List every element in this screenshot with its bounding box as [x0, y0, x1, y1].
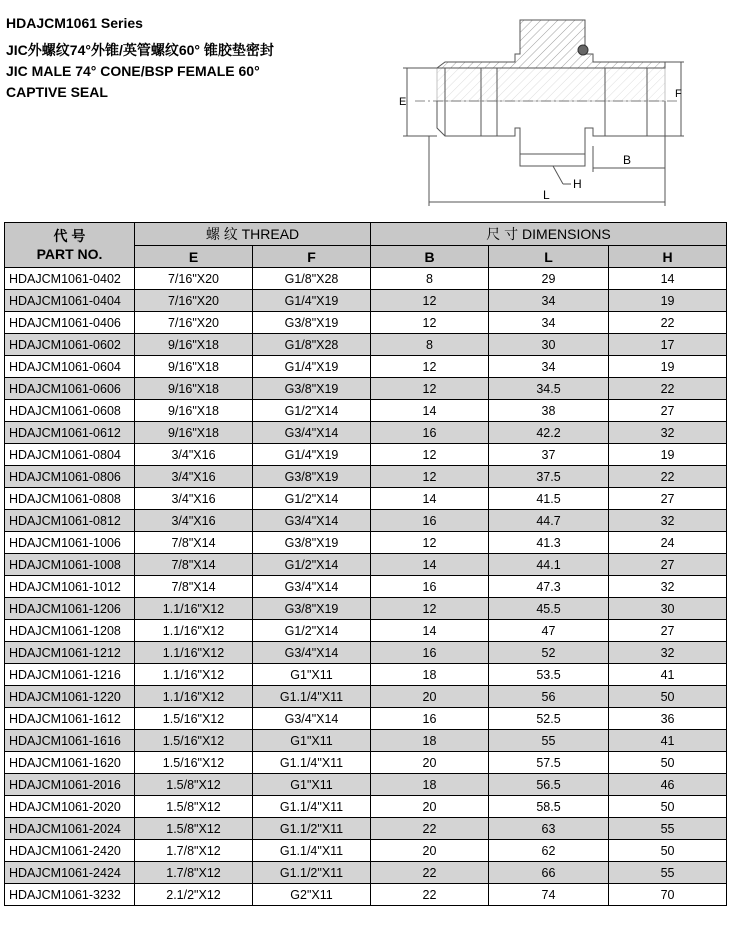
dim-l-cell: 53.5: [489, 664, 609, 686]
part-no-cell: HDAJCM1061-2420: [5, 840, 135, 862]
table-row: [5, 796, 727, 818]
table-row: [5, 862, 727, 884]
table-row: [5, 554, 727, 576]
thread-f-cell: G1.1/2"X11: [253, 818, 371, 840]
part-no-cell: HDAJCM1061-0608: [5, 400, 135, 422]
table-row: [5, 884, 727, 906]
dim-l-cell: 41.5: [489, 488, 609, 510]
part-no-cell: HDAJCM1061-0806: [5, 466, 135, 488]
thread-f-cell: G1/4"X19: [253, 356, 371, 378]
dim-h-cell: 55: [609, 818, 727, 840]
dim-h-cell: 70: [609, 884, 727, 906]
thread-e-cell: 3/4"X16: [135, 466, 253, 488]
dim-l-cell: 74: [489, 884, 609, 906]
part-no-cell: HDAJCM1061-3232: [5, 884, 135, 906]
part-no-cell: HDAJCM1061-1208: [5, 620, 135, 642]
table-row: [5, 532, 727, 554]
thread-e-cell: 1.1/16"X12: [135, 620, 253, 642]
dim-l-cell: 56.5: [489, 774, 609, 796]
dim-b-cell: 8: [371, 334, 489, 356]
thread-e-cell: 3/4"X16: [135, 444, 253, 466]
dim-h-cell: 19: [609, 444, 727, 466]
dim-h-cell: 32: [609, 422, 727, 444]
table-row: [5, 290, 727, 312]
thread-f-cell: G1/8"X28: [253, 334, 371, 356]
thread-e-cell: 9/16"X18: [135, 400, 253, 422]
dim-h-cell: 27: [609, 488, 727, 510]
column-header-l: L: [489, 246, 609, 268]
part-no-cell: HDAJCM1061-1616: [5, 730, 135, 752]
dim-b-cell: 20: [371, 796, 489, 818]
thread-f-cell: G3/4"X14: [253, 708, 371, 730]
part-no-cell: HDAJCM1061-1012: [5, 576, 135, 598]
dim-h-cell: 46: [609, 774, 727, 796]
dim-h-cell: 50: [609, 752, 727, 774]
table-row: [5, 312, 727, 334]
table-row: [5, 752, 727, 774]
dim-b-cell: 22: [371, 862, 489, 884]
dim-b-cell: 16: [371, 642, 489, 664]
dim-l-cell: 30: [489, 334, 609, 356]
dimensions-table: [4, 222, 727, 906]
thread-header: 螺 纹 THREAD: [135, 223, 371, 246]
dim-l-cell: 55: [489, 730, 609, 752]
dim-label-h: H: [573, 177, 582, 191]
thread-f-cell: G1/4"X19: [253, 290, 371, 312]
part-no-cell: HDAJCM1061-0602: [5, 334, 135, 356]
dim-b-cell: 14: [371, 620, 489, 642]
dim-label-b: B: [623, 153, 632, 167]
thread-e-cell: 1.5/8"X12: [135, 796, 253, 818]
table-row: [5, 708, 727, 730]
thread-e-cell: 1.5/8"X12: [135, 818, 253, 840]
dim-l-cell: 42.2: [489, 422, 609, 444]
thread-f-cell: G1.1/4"X11: [253, 796, 371, 818]
table-row: [5, 510, 727, 532]
dim-l-cell: 29: [489, 268, 609, 290]
part-no-cell: HDAJCM1061-1612: [5, 708, 135, 730]
dim-l-cell: 45.5: [489, 598, 609, 620]
dim-b-cell: 16: [371, 576, 489, 598]
part-no-cell: HDAJCM1061-0612: [5, 422, 135, 444]
fitting-technical-drawing: [385, 6, 685, 212]
thread-f-cell: G3/4"X14: [253, 422, 371, 444]
dim-l-cell: 38: [489, 400, 609, 422]
thread-f-cell: G1/2"X14: [253, 488, 371, 510]
dim-b-cell: 22: [371, 884, 489, 906]
thread-e-cell: 7/16"X20: [135, 268, 253, 290]
table-row: [5, 444, 727, 466]
dim-b-cell: 20: [371, 752, 489, 774]
dim-b-cell: 12: [371, 444, 489, 466]
dim-h-cell: 27: [609, 554, 727, 576]
thread-e-cell: 1.7/8"X12: [135, 840, 253, 862]
dim-b-cell: 12: [371, 290, 489, 312]
thread-f-cell: G1/2"X14: [253, 554, 371, 576]
table-row: [5, 818, 727, 840]
dim-label-l: L: [543, 188, 550, 202]
part-no-cell: HDAJCM1061-1216: [5, 664, 135, 686]
dim-b-cell: 12: [371, 378, 489, 400]
part-no-cell: HDAJCM1061-0404: [5, 290, 135, 312]
part-no-cell: HDAJCM1061-1212: [5, 642, 135, 664]
dim-l-cell: 41.3: [489, 532, 609, 554]
table-row: [5, 774, 727, 796]
dim-b-cell: 16: [371, 510, 489, 532]
table-row: [5, 422, 727, 444]
dim-b-cell: 14: [371, 400, 489, 422]
column-header-e: E: [135, 246, 253, 268]
dim-b-cell: 20: [371, 840, 489, 862]
thread-e-cell: 7/16"X20: [135, 290, 253, 312]
thread-e-cell: 1.5/8"X12: [135, 774, 253, 796]
thread-f-cell: G1.1/4"X11: [253, 686, 371, 708]
thread-e-cell: 1.5/16"X12: [135, 730, 253, 752]
part-no-cell: HDAJCM1061-2020: [5, 796, 135, 818]
thread-f-cell: G3/8"X19: [253, 598, 371, 620]
dimensions-header: 尺 寸 DIMENSIONS: [371, 223, 727, 246]
dim-l-cell: 37.5: [489, 466, 609, 488]
thread-e-cell: 9/16"X18: [135, 356, 253, 378]
column-header-f: F: [253, 246, 371, 268]
thread-e-cell: 7/8"X14: [135, 576, 253, 598]
partno-header-cn: 代 号: [53, 228, 86, 244]
thread-e-cell: 1.1/16"X12: [135, 642, 253, 664]
thread-f-cell: G1"X11: [253, 730, 371, 752]
part-no-cell: HDAJCM1061-0402: [5, 268, 135, 290]
thread-f-cell: G3/4"X14: [253, 510, 371, 532]
thread-e-cell: 1.1/16"X12: [135, 664, 253, 686]
dim-h-cell: 19: [609, 290, 727, 312]
thread-f-cell: G1.1/4"X11: [253, 840, 371, 862]
dim-h-cell: 22: [609, 466, 727, 488]
dim-h-cell: 32: [609, 510, 727, 532]
dim-h-cell: 19: [609, 356, 727, 378]
thread-f-cell: G1.1/2"X11: [253, 862, 371, 884]
thread-e-cell: 1.5/16"X12: [135, 708, 253, 730]
dim-b-cell: 18: [371, 774, 489, 796]
thread-e-cell: 3/4"X16: [135, 488, 253, 510]
dim-h-cell: 41: [609, 664, 727, 686]
part-no-cell: HDAJCM1061-0604: [5, 356, 135, 378]
column-header-b: B: [371, 246, 489, 268]
dim-b-cell: 12: [371, 598, 489, 620]
thread-f-cell: G3/8"X19: [253, 466, 371, 488]
dim-l-cell: 66: [489, 862, 609, 884]
thread-e-cell: 1.7/8"X12: [135, 862, 253, 884]
part-no-cell: HDAJCM1061-0804: [5, 444, 135, 466]
thread-f-cell: G3/8"X19: [253, 378, 371, 400]
title-chinese: JIC外螺纹74°外锥/英管螺纹60° 锥胶垫密封: [6, 42, 274, 58]
title-block: [6, 14, 386, 103]
dim-l-cell: 56: [489, 686, 609, 708]
thread-e-cell: 9/16"X18: [135, 378, 253, 400]
thread-f-cell: G1"X11: [253, 774, 371, 796]
part-no-cell: HDAJCM1061-1006: [5, 532, 135, 554]
table-row: [5, 840, 727, 862]
part-no-cell: HDAJCM1061-1220: [5, 686, 135, 708]
dim-h-cell: 24: [609, 532, 727, 554]
partno-header-en: PART NO.: [36, 246, 103, 262]
dim-b-cell: 12: [371, 532, 489, 554]
table-row: [5, 620, 727, 642]
series-title: HDAJCM1061 Series: [6, 15, 143, 31]
dim-h-cell: 41: [609, 730, 727, 752]
dim-b-cell: 12: [371, 312, 489, 334]
thread-e-cell: 9/16"X18: [135, 334, 253, 356]
dim-h-cell: 30: [609, 598, 727, 620]
title-english-line2: CAPTIVE SEAL: [6, 84, 108, 100]
table-row: [5, 598, 727, 620]
dim-h-cell: 36: [609, 708, 727, 730]
dim-h-cell: 27: [609, 400, 727, 422]
dim-h-cell: 27: [609, 620, 727, 642]
dim-l-cell: 57.5: [489, 752, 609, 774]
dim-l-cell: 34: [489, 356, 609, 378]
thread-e-cell: 3/4"X16: [135, 510, 253, 532]
table-row: [5, 730, 727, 752]
part-no-cell: HDAJCM1061-0406: [5, 312, 135, 334]
part-no-cell: HDAJCM1061-0606: [5, 378, 135, 400]
dim-b-cell: 8: [371, 268, 489, 290]
column-header-h: H: [609, 246, 727, 268]
dim-h-cell: 14: [609, 268, 727, 290]
dim-h-cell: 55: [609, 862, 727, 884]
part-no-cell: HDAJCM1061-2024: [5, 818, 135, 840]
dim-h-cell: 32: [609, 642, 727, 664]
thread-f-cell: G1/2"X14: [253, 620, 371, 642]
thread-f-cell: G1/8"X28: [253, 268, 371, 290]
dim-b-cell: 14: [371, 488, 489, 510]
thread-f-cell: G3/4"X14: [253, 576, 371, 598]
dim-l-cell: 47.3: [489, 576, 609, 598]
part-no-cell: HDAJCM1061-1008: [5, 554, 135, 576]
thread-f-cell: G3/4"X14: [253, 642, 371, 664]
thread-e-cell: 7/16"X20: [135, 312, 253, 334]
part-no-cell: HDAJCM1061-0808: [5, 488, 135, 510]
thread-f-cell: G1/4"X19: [253, 444, 371, 466]
thread-e-cell: 2.1/2"X12: [135, 884, 253, 906]
part-no-cell: HDAJCM1061-2424: [5, 862, 135, 884]
thread-f-cell: G1"X11: [253, 664, 371, 686]
thread-e-cell: 7/8"X14: [135, 554, 253, 576]
dim-b-cell: 18: [371, 730, 489, 752]
dim-l-cell: 44.7: [489, 510, 609, 532]
dim-l-cell: 58.5: [489, 796, 609, 818]
partno-header: [5, 223, 135, 268]
dim-b-cell: 12: [371, 356, 489, 378]
dim-label-f: F: [675, 88, 682, 100]
dim-l-cell: 37: [489, 444, 609, 466]
dim-l-cell: 52: [489, 642, 609, 664]
dim-h-cell: 22: [609, 378, 727, 400]
thread-f-cell: G1/2"X14: [253, 400, 371, 422]
dim-l-cell: 52.5: [489, 708, 609, 730]
table-row: [5, 356, 727, 378]
table-row: [5, 466, 727, 488]
dim-b-cell: 12: [371, 466, 489, 488]
table-row: [5, 488, 727, 510]
table-row: [5, 268, 727, 290]
dim-l-cell: 34: [489, 290, 609, 312]
table-row: [5, 378, 727, 400]
dim-l-cell: 34.5: [489, 378, 609, 400]
dim-label-e: E: [399, 96, 407, 108]
dim-b-cell: 18: [371, 664, 489, 686]
table-row: [5, 334, 727, 356]
dim-l-cell: 63: [489, 818, 609, 840]
dim-h-cell: 50: [609, 686, 727, 708]
thread-e-cell: 1.5/16"X12: [135, 752, 253, 774]
table-row: [5, 576, 727, 598]
dim-b-cell: 22: [371, 818, 489, 840]
dim-h-cell: 50: [609, 840, 727, 862]
dim-l-cell: 47: [489, 620, 609, 642]
dim-h-cell: 32: [609, 576, 727, 598]
part-no-cell: HDAJCM1061-1620: [5, 752, 135, 774]
dim-l-cell: 44.1: [489, 554, 609, 576]
table-body: [5, 268, 727, 906]
part-no-cell: HDAJCM1061-1206: [5, 598, 135, 620]
title-english-line1: JIC MALE 74° CONE/BSP FEMALE 60°: [6, 63, 260, 79]
table-row: [5, 400, 727, 422]
dim-h-cell: 50: [609, 796, 727, 818]
thread-e-cell: 9/16"X18: [135, 422, 253, 444]
table-row: [5, 642, 727, 664]
thread-f-cell: G3/8"X19: [253, 312, 371, 334]
dim-b-cell: 16: [371, 708, 489, 730]
part-no-cell: HDAJCM1061-0812: [5, 510, 135, 532]
dim-h-cell: 17: [609, 334, 727, 356]
part-no-cell: HDAJCM1061-2016: [5, 774, 135, 796]
dim-h-cell: 22: [609, 312, 727, 334]
thread-e-cell: 1.1/16"X12: [135, 598, 253, 620]
dim-b-cell: 20: [371, 686, 489, 708]
table-row: [5, 664, 727, 686]
thread-f-cell: G3/8"X19: [253, 532, 371, 554]
thread-e-cell: 1.1/16"X12: [135, 686, 253, 708]
table-row: [5, 686, 727, 708]
thread-f-cell: G1.1/4"X11: [253, 752, 371, 774]
dim-b-cell: 14: [371, 554, 489, 576]
dim-l-cell: 62: [489, 840, 609, 862]
dim-b-cell: 16: [371, 422, 489, 444]
dim-l-cell: 34: [489, 312, 609, 334]
thread-e-cell: 7/8"X14: [135, 532, 253, 554]
thread-f-cell: G2"X11: [253, 884, 371, 906]
